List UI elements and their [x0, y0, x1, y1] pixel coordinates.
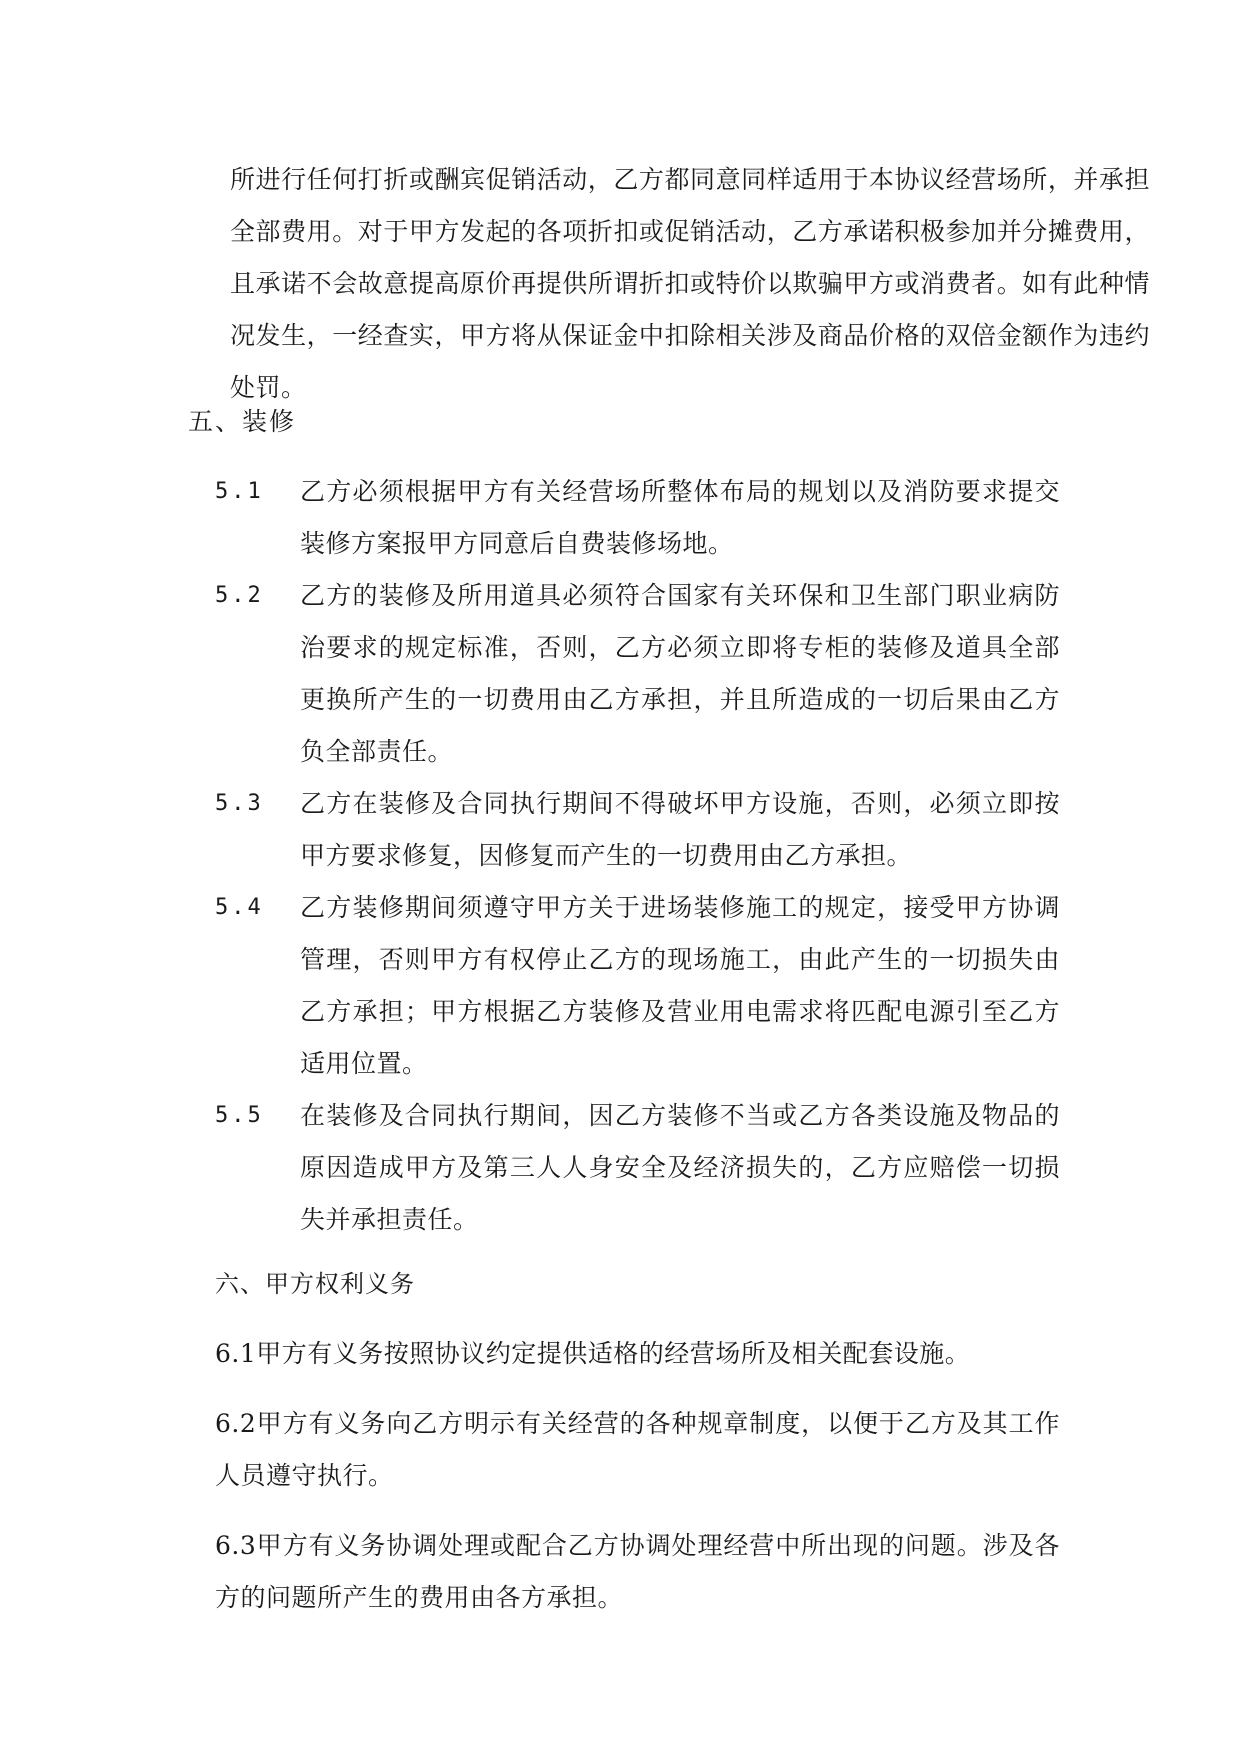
clause-text: 乙方的装修及所用道具必须符合国家有关环保和卫生部门职业病防治要求的规定标准，否则，乙方必须立即将专柜的装修及道具全部更换所产生的一切费用由乙方承担，并且所造成的一切后果由乙方负全部责任。	[300, 581, 1060, 766]
clause-text: 乙方装修期间须遵守甲方关于进场装修施工的规定，接受甲方协调管理，否则甲方有权停止乙方的现场施工，由此产生的一切损失由乙方承担；甲方根据乙方装修及营业用电需求将匹配电源引至乙方适用位置。	[300, 893, 1060, 1078]
section-6-heading: 六、甲方权利义务	[215, 1270, 415, 1298]
clause-number: 5.3	[215, 791, 264, 816]
section-5-heading: 五、装修	[188, 407, 297, 436]
clause-text: 在装修及合同执行期间，因乙方装修不当或乙方各类设施及物品的原因造成甲方及第三人人身安全及经济损失的，乙方应赔偿一切损失并承担责任。	[300, 1101, 1060, 1234]
item-6-3: 6.3甲方有义务协调处理或配合乙方协调处理经营中所出现的问题。涉及各方的问题所产生的费用由各方承担。	[215, 1531, 1060, 1612]
clause-number: 5.2	[215, 583, 264, 608]
item-6-1: 6.1甲方有义务按照协议约定提供适格的经营场所及相关配套设施。	[215, 1339, 971, 1368]
clause-number: 5.1	[215, 479, 264, 504]
clause-text: 乙方在装修及合同执行期间不得破坏甲方设施，否则，必须立即按甲方要求修复，因修复而产生的一切费用由乙方承担。	[300, 789, 1060, 870]
clause-number: 5.4	[215, 895, 264, 920]
item-6-2: 6.2甲方有义务向乙方明示有关经营的各种规章制度，以便于乙方及其工作人员遵守执行。	[215, 1409, 1060, 1490]
clause-number: 5.5	[215, 1103, 264, 1128]
clause-text: 乙方必须根据甲方有关经营场所整体布局的规划以及消防要求提交装修方案报甲方同意后自费装修场地。	[300, 477, 1060, 558]
intro-paragraph: 所进行任何打折或酬宾促销活动，乙方都同意同样适用于本协议经营场所，并承担全部费用。对于甲方发起的各项折扣或促销活动，乙方承诺积极参加并分摊费用，且承诺不会故意提高原价再提供所谓折扣或特价以欺骗甲方或消费者。如有此种情况发生，一经查实，甲方将从保证金中扣除相关涉及商品价格的双倍金额作为违约处罚。	[230, 165, 1150, 402]
